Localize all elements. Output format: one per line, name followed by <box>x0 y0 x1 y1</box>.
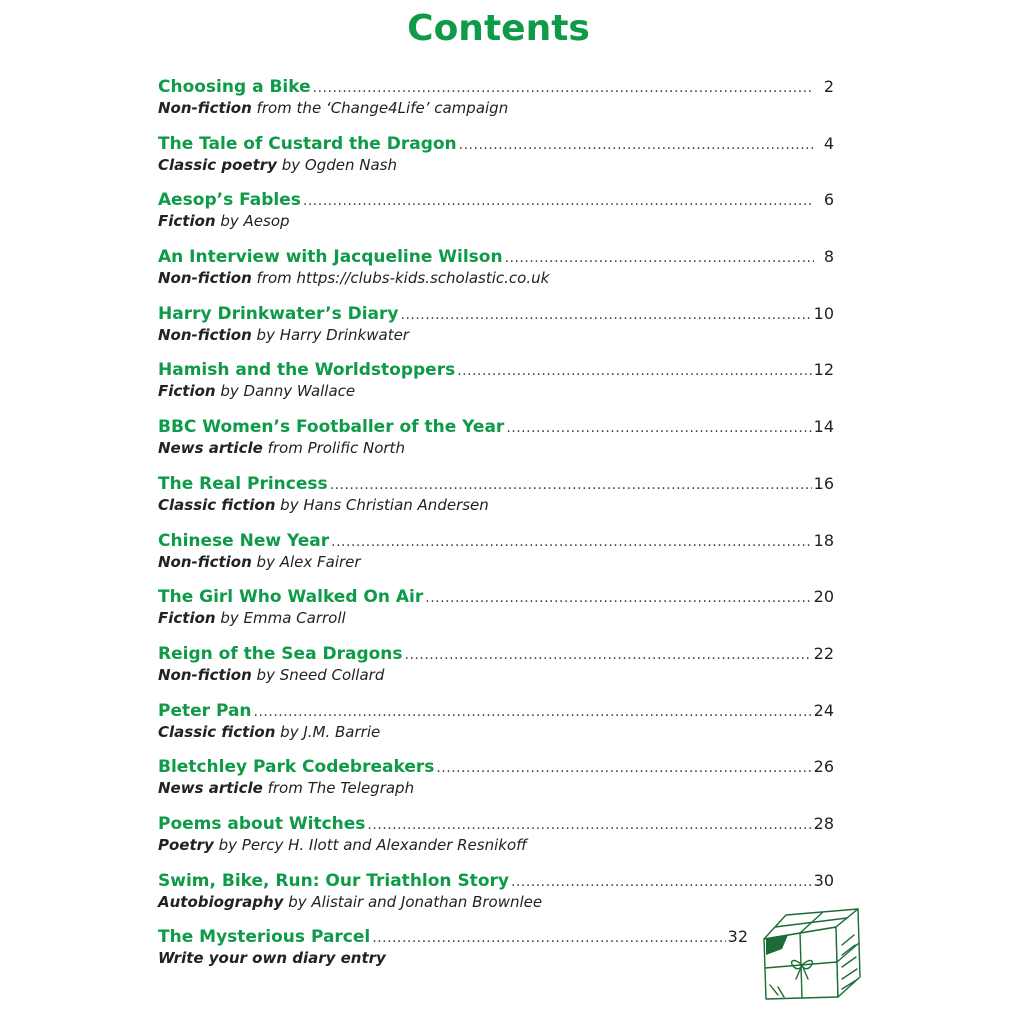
entry-source: by Hans Christian Andersen <box>280 495 489 514</box>
entry-subtitle <box>158 269 834 288</box>
dot-leader <box>330 474 812 496</box>
entry-title[interactable]: The Girl Who Walked On Air <box>158 587 424 608</box>
toc-entry-11[interactable] <box>158 700 834 757</box>
entry-title[interactable]: The Real Princess <box>158 473 328 494</box>
entry-title[interactable]: Aesop’s Fables <box>158 190 301 211</box>
dot-leader <box>401 304 812 326</box>
entry-genre: Classic fiction <box>158 722 276 741</box>
toc-entry-0[interactable] <box>158 76 834 133</box>
page-number: 20 <box>813 587 834 607</box>
page-number: 10 <box>813 303 834 323</box>
dot-leader <box>313 77 814 99</box>
entry-genre: Non-fiction <box>158 325 252 344</box>
page-number: 14 <box>813 417 834 437</box>
entry-genre: Non-fiction <box>158 665 252 684</box>
entry-source: by Harry Drinkwater <box>256 325 409 344</box>
toc-entry-13[interactable] <box>158 813 834 870</box>
page-number: 18 <box>813 530 834 550</box>
entry-subtitle <box>158 382 834 401</box>
toc-entry-3[interactable] <box>158 246 834 303</box>
entry-genre: Fiction <box>158 382 216 401</box>
page-number: 16 <box>813 473 834 493</box>
page-title: Contents <box>407 8 590 49</box>
entry-source: from https://clubs-kids.scholastic.co.uk <box>256 269 550 288</box>
page-number: 2 <box>823 77 834 96</box>
dot-leader <box>331 531 812 553</box>
entry-genre: Non-fiction <box>158 269 252 288</box>
entry-subtitle <box>158 326 834 345</box>
dot-leader <box>254 701 812 723</box>
dot-leader <box>459 134 814 156</box>
toc-entry-12[interactable] <box>158 756 834 813</box>
dot-leader <box>506 417 811 439</box>
entry-subtitle <box>158 723 834 742</box>
entry-title[interactable]: BBC Women’s Footballer of the Year <box>158 417 505 438</box>
entry-title[interactable]: Reign of the Sea Dragons <box>158 643 403 664</box>
entry-title[interactable]: Poems about Witches <box>158 813 366 834</box>
entry-title[interactable]: Choosing a Bike <box>158 77 311 97</box>
entry-genre: Non-fiction <box>158 99 252 117</box>
page-number: 28 <box>813 813 834 833</box>
toc-entry-7[interactable] <box>158 473 834 530</box>
entry-source: by Emma Carroll <box>220 609 346 628</box>
page-number: 6 <box>823 190 834 210</box>
toc-entry-10[interactable] <box>158 643 834 700</box>
dot-leader <box>367 814 811 836</box>
dot-leader <box>405 644 812 666</box>
entry-subtitle <box>158 496 834 515</box>
toc-entry-5[interactable] <box>158 359 834 416</box>
entry-genre: News article <box>158 779 263 798</box>
entry-subtitle <box>158 836 834 855</box>
entry-genre: Classic poetry <box>158 155 277 174</box>
entry-genre: Poetry <box>158 835 214 854</box>
toc-entry-1[interactable] <box>158 133 834 190</box>
page-number: 24 <box>813 700 834 720</box>
entry-genre: Autobiography <box>158 892 284 911</box>
entry-source: by Sneed Collard <box>256 665 385 684</box>
entry-title[interactable]: Peter Pan <box>158 700 252 721</box>
page-number: 30 <box>813 870 834 890</box>
page-number: 12 <box>813 360 834 380</box>
dot-leader <box>511 871 812 893</box>
contents-list <box>158 76 834 983</box>
entry-source: from the ‘Change4Life’ campaign <box>256 99 509 117</box>
entry-source: by Alistair and Jonathan Brownlee <box>288 892 543 911</box>
entry-subtitle <box>158 99 834 118</box>
entry-genre: Classic fiction <box>158 495 276 514</box>
entry-title[interactable]: The Tale of Custard the Dragon <box>158 133 457 154</box>
dot-leader <box>436 757 811 779</box>
entry-source: by J.M. Barrie <box>280 722 381 741</box>
page-number: 22 <box>813 643 834 663</box>
entry-source: by Danny Wallace <box>220 382 356 401</box>
dot-leader <box>372 927 725 949</box>
entry-genre: Write your own diary entry <box>158 949 386 968</box>
entry-subtitle <box>158 156 834 175</box>
toc-entry-6[interactable] <box>158 416 834 473</box>
entry-subtitle <box>158 666 834 685</box>
page-number: 4 <box>823 133 834 153</box>
entry-source: by Aesop <box>220 212 290 231</box>
entry-source: by Ogden Nash <box>281 155 397 174</box>
page-number: 32 <box>727 927 748 947</box>
toc-entry-14[interactable] <box>158 870 834 927</box>
entry-title[interactable]: The Mysterious Parcel <box>158 927 371 948</box>
entry-subtitle <box>158 609 834 628</box>
entry-genre: News article <box>158 439 263 458</box>
dot-leader <box>303 190 814 212</box>
dot-leader <box>425 587 811 609</box>
parcel-icon <box>758 905 864 1001</box>
page-number: 8 <box>823 247 834 267</box>
entry-title[interactable]: Chinese New Year <box>158 530 330 551</box>
entry-title[interactable]: Hamish and the Worldstoppers <box>158 360 456 381</box>
entry-subtitle <box>158 893 834 912</box>
entry-subtitle <box>158 949 834 968</box>
entry-subtitle <box>158 212 834 231</box>
entry-source: by Percy H. Ilott and Alexander Resnikoff <box>218 835 527 854</box>
entry-title[interactable]: Bletchley Park Codebreakers <box>158 757 435 778</box>
toc-entry-4[interactable] <box>158 303 834 360</box>
entry-source: by Alex Fairer <box>256 552 361 571</box>
entry-genre: Non-fiction <box>158 552 252 571</box>
entry-subtitle <box>158 779 834 798</box>
entry-source: from The Telegraph <box>267 779 415 798</box>
page-number: 26 <box>813 757 834 777</box>
entry-genre: Fiction <box>158 609 216 628</box>
entry-title[interactable]: Swim, Bike, Run: Our Triathlon Story <box>158 870 509 891</box>
toc-entry-9[interactable] <box>158 586 834 643</box>
entry-subtitle <box>158 439 834 458</box>
entry-title[interactable]: An Interview with Jacqueline Wilson <box>158 247 503 268</box>
toc-entry-2[interactable] <box>158 189 834 246</box>
entry-subtitle <box>158 553 834 572</box>
toc-entry-15[interactable] <box>158 926 834 983</box>
entry-genre: Fiction <box>158 212 216 231</box>
toc-entry-8[interactable] <box>158 530 834 587</box>
dot-leader <box>457 360 811 382</box>
entry-source: from Prolific North <box>267 439 405 458</box>
entry-title[interactable]: Harry Drinkwater’s Diary <box>158 303 399 324</box>
dot-leader <box>505 247 814 269</box>
